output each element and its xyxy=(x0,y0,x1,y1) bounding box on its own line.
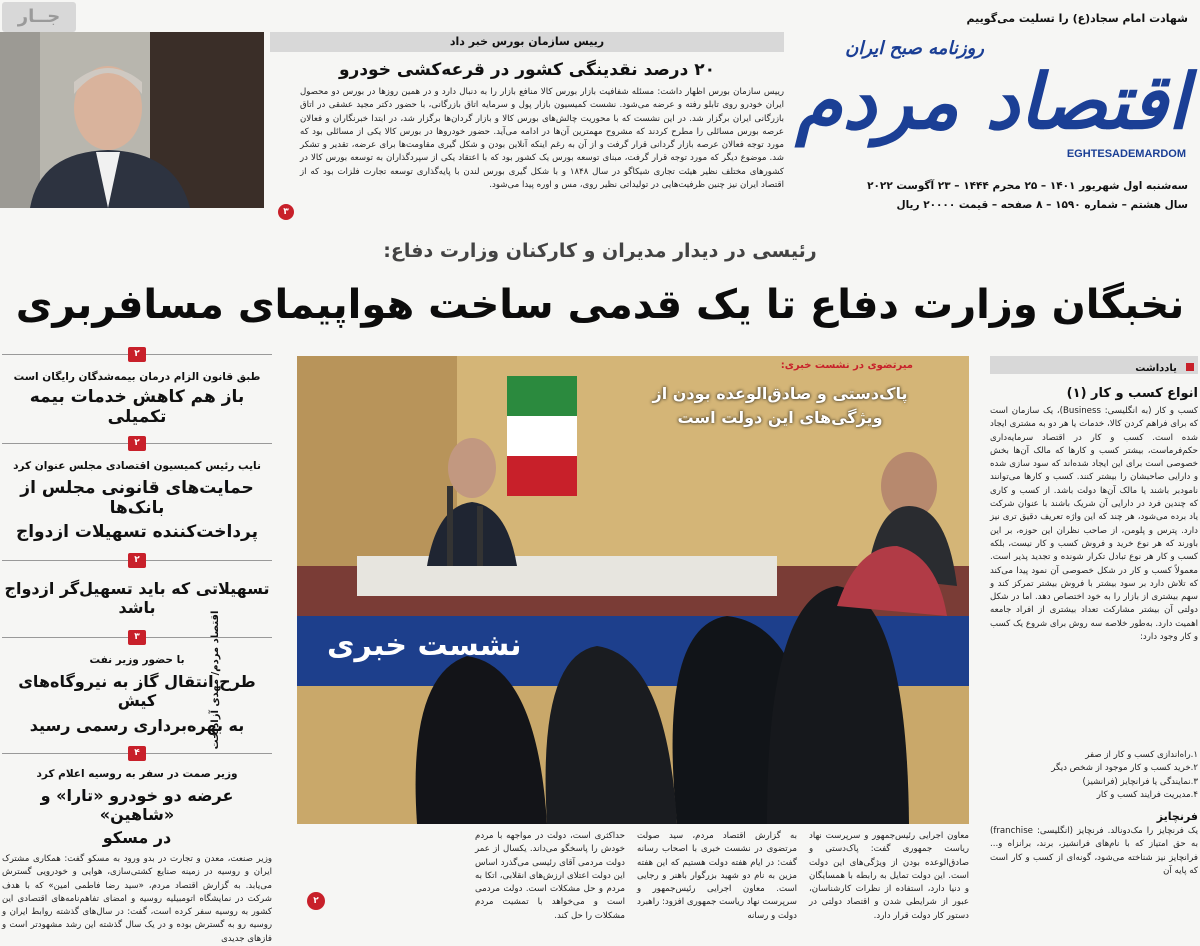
note-subtitle: فرنچایز xyxy=(1156,810,1198,824)
top-story xyxy=(270,32,784,222)
left-item-2-title-line1: حمایت‌های قانونی مجلس از بانک‌ها xyxy=(20,478,254,518)
portrait-illustration xyxy=(0,32,264,208)
top-story-body: رییس سازمان بورس اظهار داشت: مسئله شفافیت بازار بورس کالا منافع بازار را به دنبال دارد و در همین روزها در بورس دو محصول ایران خودرو روی تابلو رفته و عرضه می‌شود. نشست کمیسیون بازار پول و سرمایه اتاق بازرگانی، با حضور دکتر مجید عشقی در اتاق بازرگانی ایران برگزار شد. در این نشست که با محوریت چالش‌های بورس کالا و بازار گردان‌ها برگزار شد، در ابتدا خبرنگاران و فعالان عرصه بورس مسائلی را مطرح کردند که مشروح مهمترین آن‌ها در ادامه می‌آید. حضور خودروها در بورس کالا یکی از مسائلی بود که مورد توجه فعالان عرصه بازار گردانی قرار گرفت و از آن به رغم اینکه آنلاین بودن و شکل گیری مقاومت‌ها برای عرضه، تقدیر و تشکر شد. موضوع دیگر که مورد توجه قرار گرفت، مبنای توسعه بورس یک کشور بود که با اعتقاد یکی از سپردگذاران به توسعه بورس کالا در کشورهای مختلف نظیر هیئت تجاری شیکاگو در سال ۱۸۴۸ و با شکل گیری بورس لندن با پایه‌گذاری توسعه تجارت فلزات بود که از اقتصاد ایران نیز چنین ظرفیت‌هایی در تولیداتی نظیر روی، مس و اوره پیدا می‌شود. xyxy=(300,87,784,191)
note-title: انواع کسب و کار (۱) xyxy=(1066,386,1198,401)
page-badge: ۲ xyxy=(128,553,146,568)
right-column xyxy=(990,356,1198,913)
watermark-text: جــار xyxy=(17,6,61,27)
top-story-title: ۲۰ درصد نقدینگی کشور در قرعه‌کشی خودرو xyxy=(338,60,716,80)
left-item-3-title: تسهیلاتی که باید تسهیل‌گر ازدواج باشد xyxy=(4,579,270,617)
masthead-latin: EGHTESADEMARDOM xyxy=(1066,148,1186,160)
photo-columns-page-badge: ۲ xyxy=(307,892,325,910)
photo-column-3: حداکثری است، دولت در مواجهه با مردم خودش را پاسخگو می‌داند. یکسال از عمر دولت مردمی آقای رئیسی می‌گذرد اساس این دولت اعتلای ارزش‌های انقلابی، اتکا به مردم و حل مشکلات است. دولت مردمی است و می‌خواهد با تمشیت مردم مشکلات را حل کند. xyxy=(475,831,625,921)
top-story-kicker: رییس سازمان بورس خبر داد xyxy=(270,32,784,52)
note-list-4: ۴.مدیریت فرایند کسب و کار xyxy=(1096,789,1198,800)
note-body: کسب و کار (به انگلیسی: Business)، یک سازمان است که برای فراهم کردن کالا، خدمات یا هر دو به مشتری ایجاد شده است. کسب و کار در اقتصاد سرمایه‌داری حکم‌فرماست، بیشتر کسب و کارها که مالک آن‌ها بخش خصوصی است برای این ایجاد شده‌اند که سود سازی شده و دارایی صاحبشان را بیشتر کنند. کسب و کارها می‌توانند نامودبر باشند یا مالک آن‌ها دولت باشد. از کسب و کاری که چندین فرد در دارایی آن شریک باشند با عنوان شرکت یاد برده می‌شود، هر چند که این واژه تعریف دقیق تری نیز دارد. پترس و پلومن، از صاحب نظران این حوزه، بر این باورند که هر نوع خرید و فروش کسب و کار نیست، بلکه کسب و کار هر نوع تبادل تکرار شونده و تجدید پذیر است. معمولاً کسب و کار در شکل خصوصی آن نمود پیدا می‌کند که تلاش دارد بر سود بیشتر با فروش بیشتر تمرکز کند و سهم بیشتری از بازار را به خود اختصاص دهد. اما در شکل دولتی آن بیشتر مشارکت تعداد بیشتری از افراد جامعه اهمیت دارد. به‌طور خلاصه سه روش برای شروع یک کسب و کار وجود دارد: xyxy=(990,406,1198,643)
masthead-slogan: شهادت امام سجاد(ع) را تسلیت می‌گوییم xyxy=(966,12,1188,25)
note-list-1: ۱.راه‌اندازی کسب و کار از صفر xyxy=(1085,750,1198,760)
left-item-2-title-line2: پرداخت‌کننده تسهیلات ازدواج xyxy=(15,522,259,542)
photo-caption: پاک‌دستی و صادق‌الوعده بودن از ویژگی‌های این دولت است xyxy=(652,384,908,427)
left-item-5-title-line1: عرضه دو خودرو «تارا» و «شاهین» xyxy=(40,786,234,824)
main-headline: نخبگان وزارت دفاع تا یک قدمی ساخت هواپیمای مسافربری xyxy=(15,282,1185,328)
masthead-subtitle: روزنامه صبح ایران xyxy=(845,38,984,59)
left-item-5-title-line2: در مسکو xyxy=(102,828,172,847)
left-sep-5 xyxy=(2,748,272,758)
left-item-4-title-line2: به بهره‌برداری رسمی رسید xyxy=(29,716,245,735)
main-kicker: رئیسی در دیدار مدیران و کارکنان وزارت دفاع: xyxy=(383,240,817,262)
page-badge: ۴ xyxy=(128,746,146,761)
masthead-issue: سال هشتم – شماره ۱۵۹۰ – ۸ صفحه – قیمت ۲۰۰۰۰ ریال xyxy=(896,199,1188,211)
top-photo xyxy=(0,32,264,208)
note-body-2: یک فرنچایز را مک‌دونالد. فرنچایز (انگلیسی: franchise) به حق امتیاز که با نام‌های فرانشیز، برند، برانزاه و... فرانچایز نیز شناخته می‌شود، گونه‌ای از کسب و کار است که پایه آن xyxy=(990,826,1198,877)
left-item-5-body: وزیر صنعت، معدن و تجارت در بدو ورود به مسکو گفت: همکاری مشترک ایران و روسیه در زمینه صنایع کشتی‌سازی، هوایی و خودرویی گسترش می‌یابد. به گزارش اقتصاد مردم، «سید رضا فاطمی امین» که با هدف شرکت در نمایشگاه اتومبیلیه روسیه و امضای تفاهم‌نامه‌های اقتصادی این کشور به روسیه سفر کرده است، گفت: در سال‌های گذشته روابط ایران و روسیه رو به گسترش بوده و در یک سال گذشته این رشد مشهودتر است و فازهای جدیدی xyxy=(2,854,272,944)
note-label: یادداشت xyxy=(1135,363,1177,374)
photo-column-2: به گزارش اقتصاد مردم، سید صولت مرتضوی در نشست خبری با اصحاب رسانه گفت: در ایام هفته دولت هستیم که این هفته مزین به نام دو شهید بزرگوار باهنر و رجایی است. معاون اجرایی رئیس‌جمهور و سرپرست نهاد ریاست جمهوری افزود: راهبرد دولت و رسانه xyxy=(637,831,797,921)
masthead xyxy=(790,4,1194,214)
left-item-1-title: باز هم کاهش خدمات بیمه تکمیلی xyxy=(29,387,245,427)
page-badge: ۲ xyxy=(128,347,146,362)
left-item-4-kicker: با حضور وزیر نفت xyxy=(89,654,185,666)
page-badge: ۲ xyxy=(128,436,146,451)
photo-sign: نشست خبری xyxy=(327,628,522,663)
note-bullet-icon xyxy=(1186,363,1194,371)
main-photo xyxy=(297,356,969,824)
photo-columns xyxy=(297,830,969,921)
left-item-4-title-line1: طرح انتقال گاز به نیروگاه‌های کیش xyxy=(18,672,256,710)
left-item-2-kicker: نایب رئیس کمیسیون اقتصادی مجلس عنوان کرد xyxy=(13,460,261,472)
note-list-3: ۳.نمایندگی یا فرانچایز (فرانشیز) xyxy=(1082,776,1198,787)
note-list-2: ۲.خرید کسب و کار موجود از شخص دیگر xyxy=(1051,763,1198,774)
note-label-bar xyxy=(990,356,1198,374)
photo-credit: اقتصاد مردم/ مهدی آزادبخت xyxy=(210,610,221,750)
photo-column-1: معاون اجرایی رئیس‌جمهور و سرپرست نهاد ریاست جمهوری گفت: پاک‌دستی و صادق‌الوعده بودن از ویژگی‌های این دولت است. این دولت تمایل به رابطه با همسایگان و دنیا دارد، استفاده از نظرات کارشناسان، عبور از شرایطی شدن و اقتصاد دولتی در دستور کار دولت قرار دارد. xyxy=(809,831,969,921)
masthead-date: سه‌شنبه اول شهریور ۱۴۰۱ – ۲۵ محرم ۱۴۴۴ – ۲۳ آگوست ۲۰۲۲ xyxy=(867,180,1188,192)
left-sep-4 xyxy=(2,632,272,642)
left-sep-2 xyxy=(2,438,272,448)
left-item-1-kicker: طبق قانون الزام درمان بیمه‌شدگان رایگان است xyxy=(13,371,261,383)
top-story-page-badge: ۳ xyxy=(278,204,294,220)
photo-tag: میرتضوی در نشست خبری: xyxy=(780,360,913,371)
page-badge: ۳ xyxy=(128,630,146,645)
masthead-logo: اقتصاد مردم xyxy=(795,57,1189,146)
watermark-tag xyxy=(2,2,76,32)
left-sep-3 xyxy=(2,555,272,565)
left-column xyxy=(2,348,272,944)
left-sep-1 xyxy=(2,349,272,359)
left-item-5-kicker: وزیر صمت در سفر به روسیه اعلام کرد xyxy=(36,768,238,780)
